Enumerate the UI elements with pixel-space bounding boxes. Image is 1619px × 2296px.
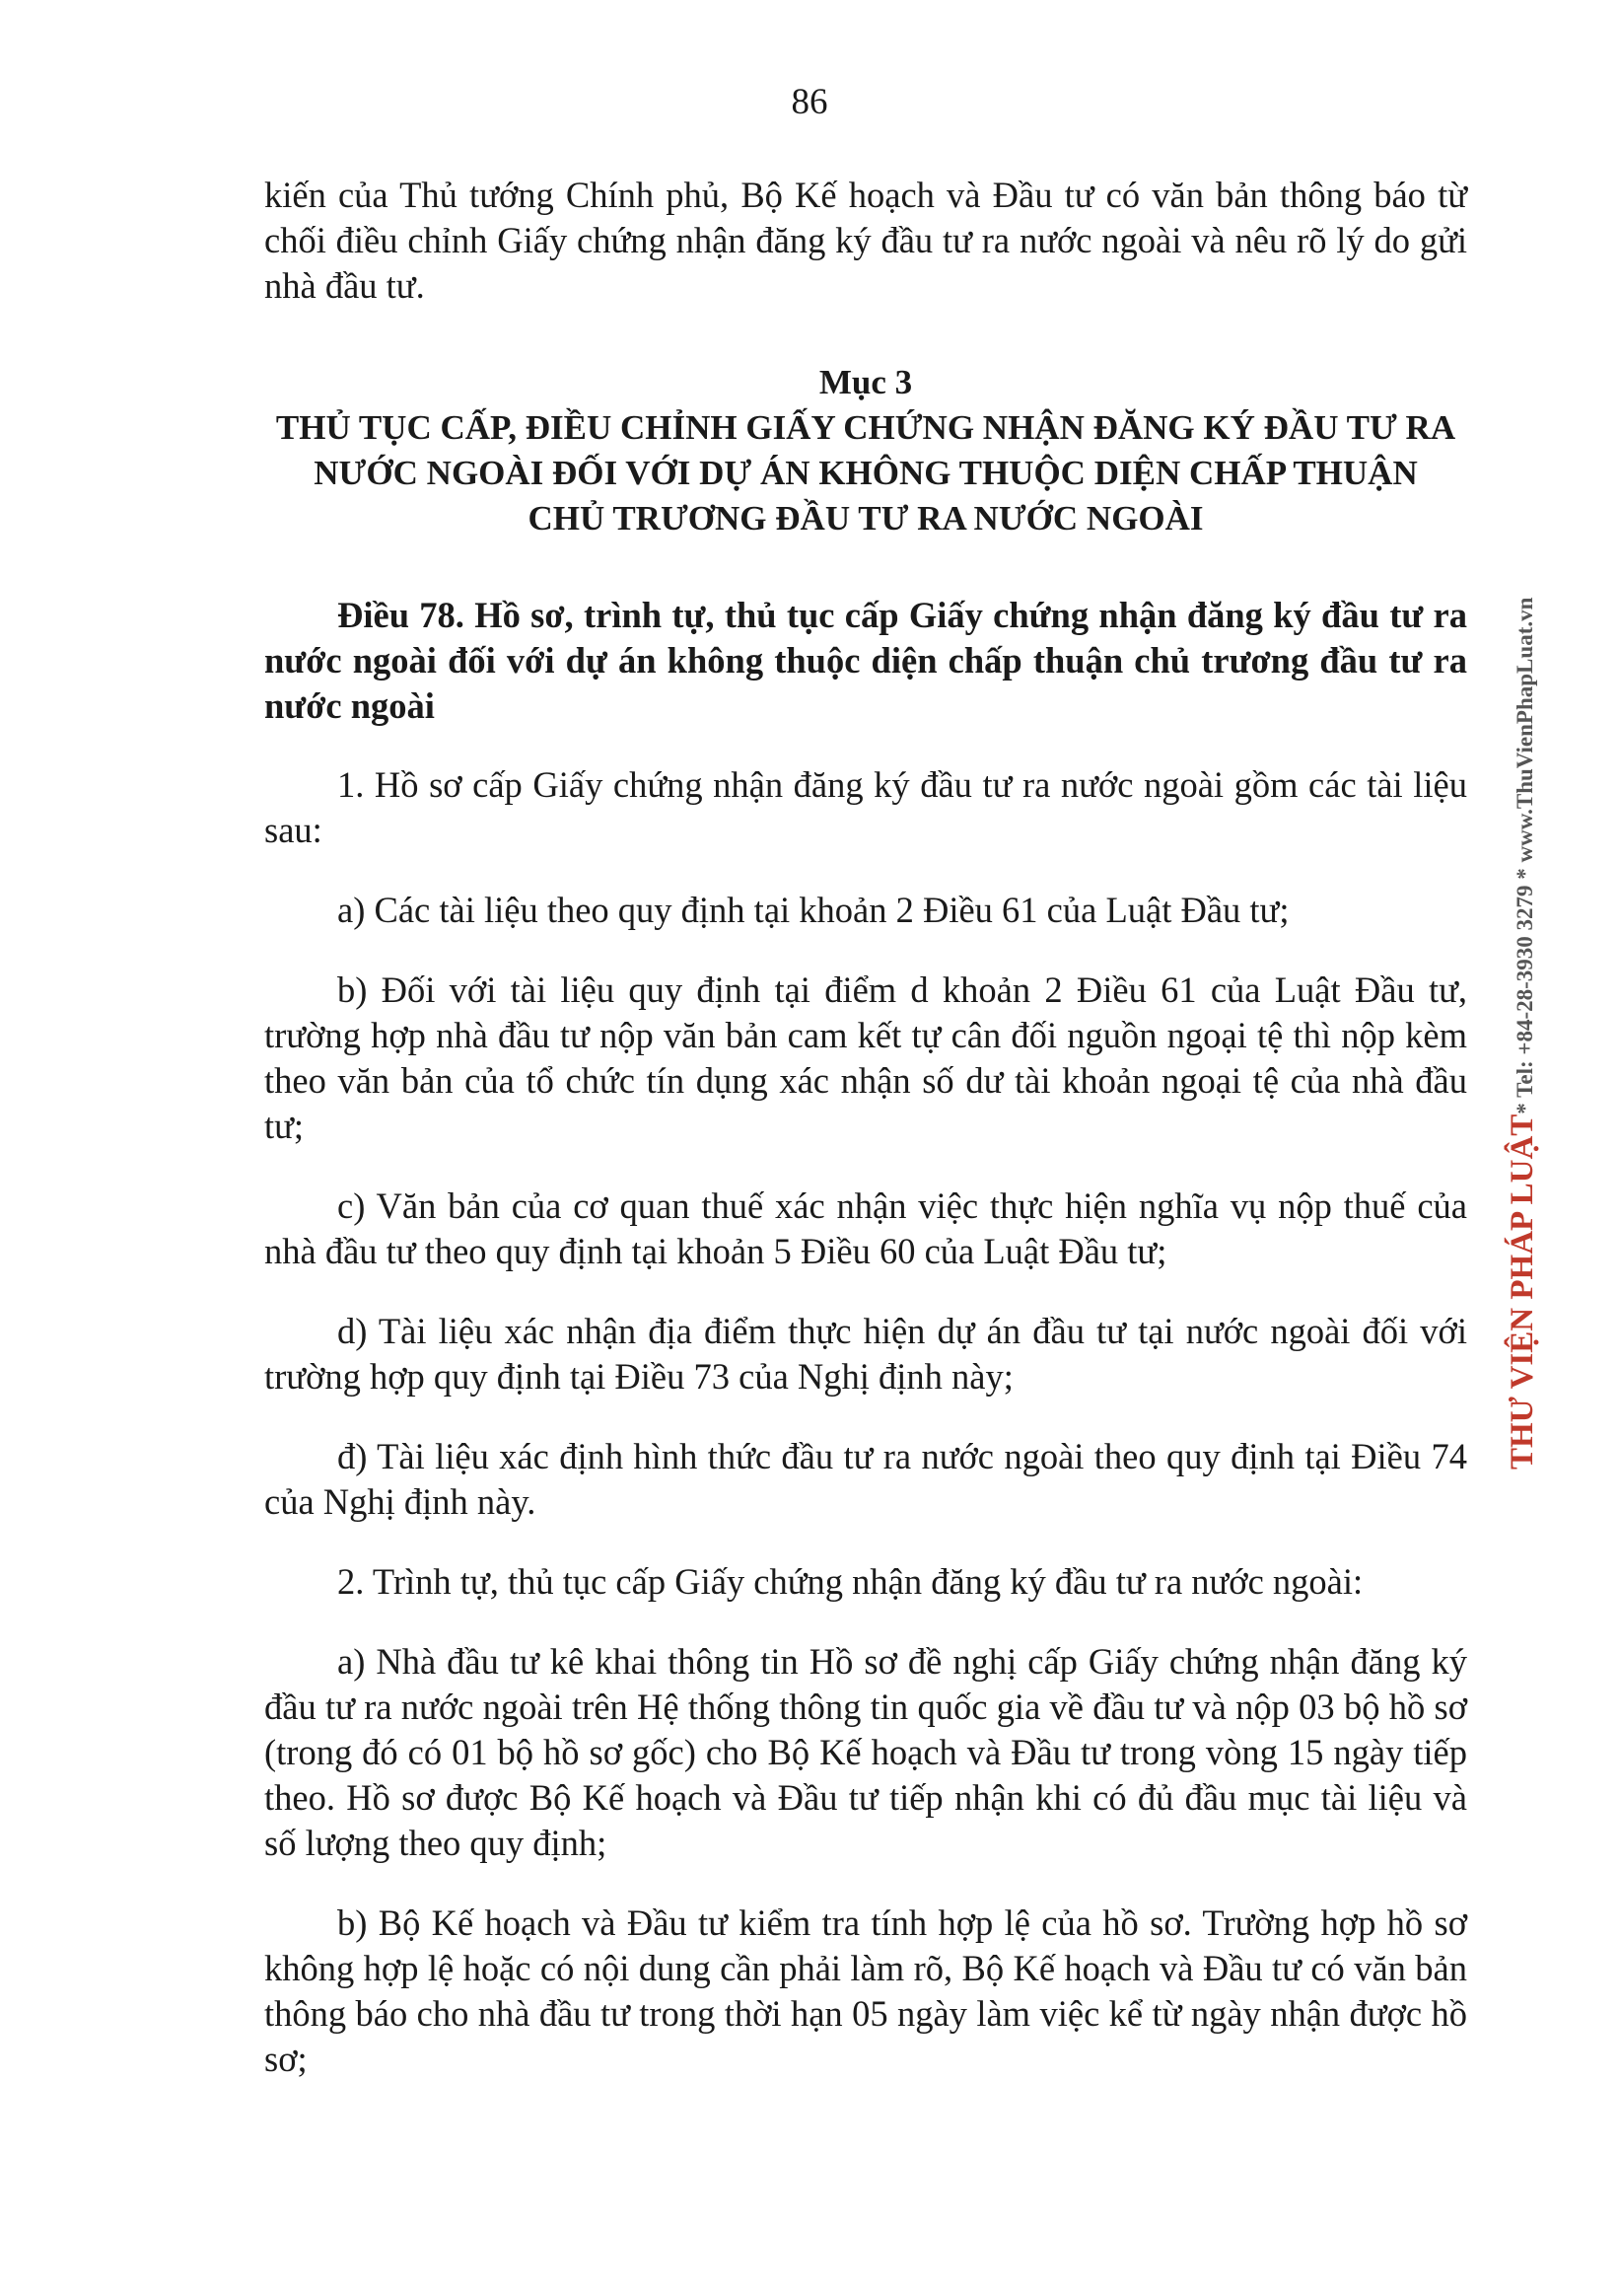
article-paragraph: c) Văn bản của cơ quan thuế xác nhận việc thực hiện nghĩa vụ nộp thuế của nhà đầu tư theo quy định tại khoản 5 Điều 60 của Luật Đầu tư;	[264, 1185, 1467, 1271]
article-paragraph: a) Nhà đầu tư kê khai thông tin Hồ sơ đề nghị cấp Giấy chứng nhận đăng ký đầu tư ra nước ngoài trên Hệ thống thông tin quốc gia về đầu tư và nộp 03 bộ hồ sơ (trong đó có 01 bộ hồ sơ gốc) cho Bộ Kế hoạch và Đầu tư trong vòng 15 ngày tiếp theo. Hồ sơ được Bộ Kế hoạch và Đầu tư tiếp nhận khi có đủ đầu mục tài liệu và số lượng theo quy định;	[264, 1641, 1467, 1863]
watermark-contact: * Tel: +84-28-3930 3279 * www.ThuVienPhapLuat.vn	[1513, 597, 1537, 1114]
lead-paragraph: kiến của Thủ tướng Chính phủ, Bộ Kế hoạch và Đầu tư có văn bản thông báo từ chối điều chỉnh Giấy chứng nhận đăng ký đầu tư ra nước ngoài và nêu rõ lý do gửi nhà đầu tư.	[264, 175, 1467, 306]
article-paragraph: 1. Hồ sơ cấp Giấy chứng nhận đăng ký đầu tư ra nước ngoài gồm các tài liệu sau:	[264, 764, 1467, 850]
article-paragraph: 2. Trình tự, thủ tục cấp Giấy chứng nhận đăng ký đầu tư ra nước ngoài:	[337, 1561, 1364, 1602]
article-paragraph: đ) Tài liệu xác định hình thức đầu tư ra nước ngoài theo quy định tại Điều 74 của Nghị định này.	[264, 1436, 1467, 1522]
article-paragraph: a) Các tài liệu theo quy định tại khoản 2 Điều 61 của Luật Đầu tư;	[337, 890, 1290, 930]
article-paragraph: b) Bộ Kế hoạch và Đầu tư kiểm tra tính hợp lệ của hồ sơ. Trường hợp hồ sơ không hợp lệ hoặc có nội dung cần phải làm rõ, Bộ Kế hoạch và Đầu tư có văn bản thông báo cho nhà đầu tư trong thời hạn 05 ngày làm việc kể từ ngày nhận được hồ sơ;	[264, 1902, 1467, 2079]
page-number: 86	[791, 82, 828, 122]
article-paragraph: d) Tài liệu xác nhận địa điểm thực hiện dự án đầu tư tại nước ngoài đối với trường hợp quy định tại Điều 73 của Nghị định này;	[264, 1311, 1467, 1397]
watermark-brand: THƯ VIỆN PHÁP LUẬT	[1505, 1113, 1540, 1470]
article-title: Điều 78. Hồ sơ, trình tự, thủ tục cấp Giấy chứng nhận đăng ký đầu tư ra nước ngoài đối với dự án không thuộc diện chấp thuận chủ trương đầu tư ra nước ngoài	[264, 595, 1467, 726]
section-title: THỦ TỤC CẤP, ĐIỀU CHỈNH GIẤY CHỨNG NHẬN ĐĂNG KÝ ĐẦU TƯ RA NƯỚC NGOÀI ĐỐI VỚI DỰ ÁN KHÔNG THUỘC DIỆN CHẤP THUẬN CHỦ TRƯƠNG ĐẦU TƯ RA NƯỚC NGOÀI	[275, 408, 1456, 538]
section-label: Mục 3	[818, 363, 913, 401]
document-body	[264, 173, 1467, 2117]
side-watermark	[1503, 598, 1545, 1470]
article-paragraph: b) Đối với tài liệu quy định tại điểm d khoản 2 Điều 61 của Luật Đầu tư, trường hợp nhà đầu tư nộp văn bản cam kết tự cân đối nguồn ngoại tệ thì nộp kèm theo văn bản của tổ chức tín dụng xác nhận số dư tài khoản ngoại tệ của nhà đầu tư;	[264, 969, 1467, 1146]
